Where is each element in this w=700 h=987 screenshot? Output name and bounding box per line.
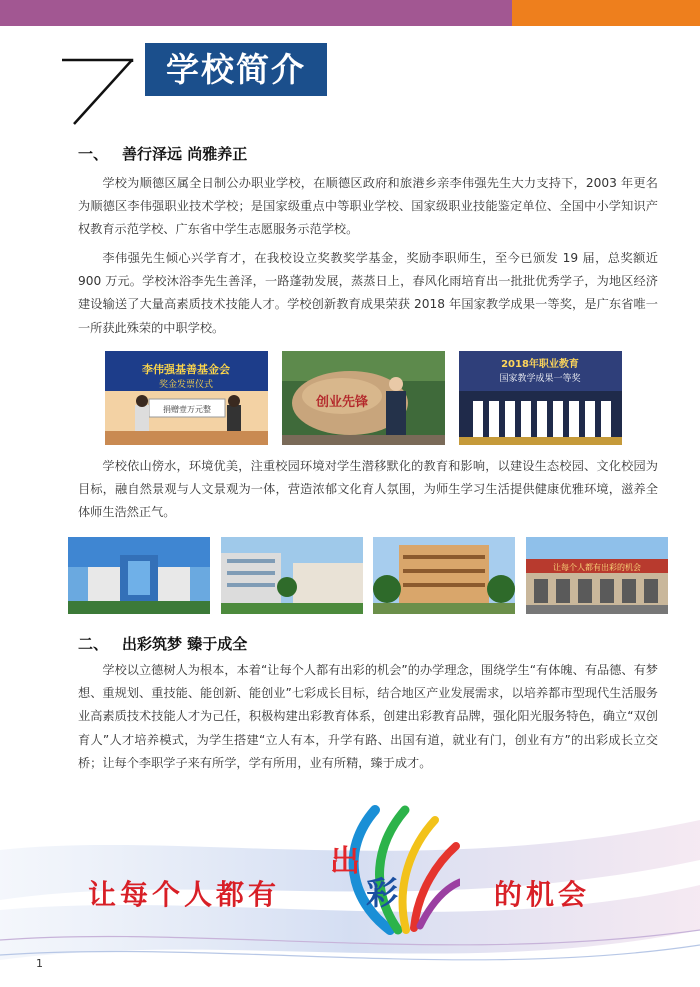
campus-building-photo-3 — [373, 537, 515, 614]
section-1-paragraph-1: 学校为顺德区属全日制公办职业学校，在顺德区政府和旅港乡亲李伟强先生大力支持下，2003 年更名为顺德区李伟强职业技术学校；是国家级重点中等职业学校、国家级职业技能鉴定单位、全国中小学知识产权教育示范学校、广东省中学生志愿服务示范学校。 — [78, 176, 658, 237]
teaching-award-banner-text: 2018年职业教育 — [501, 359, 579, 370]
teaching-award-photo — [459, 351, 622, 445]
section-1-number: 一、 — [78, 145, 109, 163]
campus-sign-text: 让每个人都有出彩的机会 — [553, 563, 641, 572]
slogan-left-text: 让每个人都有 — [88, 878, 281, 911]
page-title: 学校简介 — [145, 43, 327, 96]
top-bar-orange — [512, 0, 700, 26]
section-1-paragraph-3: 学校依山傍水，环境优美，注重校园环境对学生潜移默化的教育和影响，以建设生态校园、文化校园为目标，融自然景观与人文景观为一体，营造浓郁文化育人氛围，为师生学习生活提供健康优雅环境，滋养全体师生浩然正气。 — [78, 459, 658, 520]
award-board-text: 捐赠壹万元整 — [163, 405, 211, 414]
rock-inscription-photo — [282, 351, 445, 445]
campus-building-photo-1 — [68, 537, 210, 614]
section-2-number: 二、 — [78, 635, 109, 653]
section-2-paragraph: 学校以立德树人为根本，本着“让每个人都有出彩的机会”的办学理念，围绕学生“有体魄、有品德、有梦想、重规划、重技能、能创新、能创业”七彩成长目标，结合地区产业发展需求，以培养都市型现代生活服务业高素质技术技能人才为己任，积极构建出彩教育体系，创建出彩教育品牌，强化阳光服务特色，确立“双创育人”人才培养模式，为学生搭建“立人有本，升学有路、出国有道，就业有门，创业有方”的出彩成长立交桥；让每个李职学子来有所学，学有所用，业有所精，臻于成才。 — [78, 663, 658, 770]
corner-arrow-icon — [60, 58, 140, 128]
section-1-heading — [78, 143, 247, 164]
slogan-cai-char: 彩 — [366, 874, 399, 912]
section-1-title: 善行泽远 尚雅养正 — [122, 145, 248, 163]
page-number: 1 — [36, 957, 43, 970]
slogan-chu-char: 出 — [330, 844, 360, 879]
campus-building-photo-4 — [526, 537, 668, 614]
slogan-right-text: 的机会 — [494, 878, 591, 911]
rock-inscription-text: 创业先锋 — [315, 395, 369, 410]
teaching-award-sub-text: 国家教学成果一等奖 — [499, 374, 581, 384]
award-ceremony-photo — [105, 351, 268, 445]
section-2-title: 出彩筑梦 臻于成全 — [122, 635, 248, 653]
award-sub-text: 奖金发票仪式 — [158, 380, 214, 390]
section-2-heading — [78, 633, 247, 654]
section-1-paragraph-2: 李伟强先生倾心兴学育才，在我校设立奖教奖学基金，奖励李职师生，至今已颁发 19 届，总奖额近 900 万元。学校沐浴李先生善泽，一路蓬勃发展，蒸蒸日上，春风化雨培育出一批批优秀学子，为地区经济建设输送了大量高素质技术技能人才。学校创新教育成果荣获 2018 年国家教学成果一等奖，是广东省唯一一所获此殊荣的中职学校。 — [78, 251, 658, 335]
award-banner-text: 李伟强基善基金会 — [142, 363, 230, 376]
top-bar-purple — [0, 0, 512, 26]
campus-building-photo-2 — [221, 537, 363, 614]
